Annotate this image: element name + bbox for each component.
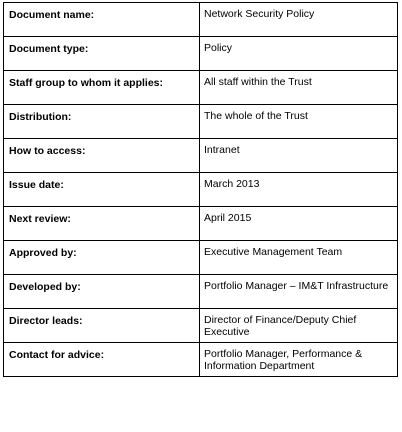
table-row-how-to-access bbox=[4, 139, 398, 173]
document-info-table bbox=[3, 2, 398, 377]
issue-date-label: Issue date: bbox=[4, 173, 200, 207]
table-row-approved-by bbox=[4, 241, 398, 275]
contact-for-advice-label: Contact for advice: bbox=[4, 343, 200, 377]
director-leads-label: Director leads: bbox=[4, 309, 200, 343]
table-row-document-type bbox=[4, 37, 398, 71]
distribution-value: The whole of the Trust bbox=[200, 105, 398, 139]
table-row-director-leads bbox=[4, 309, 398, 343]
table-row-document-name bbox=[4, 3, 398, 37]
distribution-label: Distribution: bbox=[4, 105, 200, 139]
document-name-label: Document name: bbox=[4, 3, 200, 37]
approved-by-label: Approved by: bbox=[4, 241, 200, 275]
staff-group-label: Staff group to whom it applies: bbox=[4, 71, 200, 105]
table-row-next-review bbox=[4, 207, 398, 241]
table-row-issue-date bbox=[4, 173, 398, 207]
document-type-value: Policy bbox=[200, 37, 398, 71]
issue-date-value: March 2013 bbox=[200, 173, 398, 207]
document-type-label: Document type: bbox=[4, 37, 200, 71]
next-review-label: Next review: bbox=[4, 207, 200, 241]
developed-by-value: Portfolio Manager – IM&T Infrastructure bbox=[200, 275, 398, 309]
document-name-value: Network Security Policy bbox=[200, 3, 398, 37]
staff-group-value: All staff within the Trust bbox=[200, 71, 398, 105]
table-row-developed-by bbox=[4, 275, 398, 309]
contact-for-advice-value: Portfolio Manager, Performance & Information Department bbox=[200, 343, 398, 377]
table-row-contact-for-advice bbox=[4, 343, 398, 377]
developed-by-label: Developed by: bbox=[4, 275, 200, 309]
table-row-distribution bbox=[4, 105, 398, 139]
next-review-value: April 2015 bbox=[200, 207, 398, 241]
table-row-staff-group bbox=[4, 71, 398, 105]
how-to-access-label: How to access: bbox=[4, 139, 200, 173]
approved-by-value: Executive Management Team bbox=[200, 241, 398, 275]
how-to-access-value: Intranet bbox=[200, 139, 398, 173]
director-leads-value: Director of Finance/Deputy Chief Executive bbox=[200, 309, 398, 343]
